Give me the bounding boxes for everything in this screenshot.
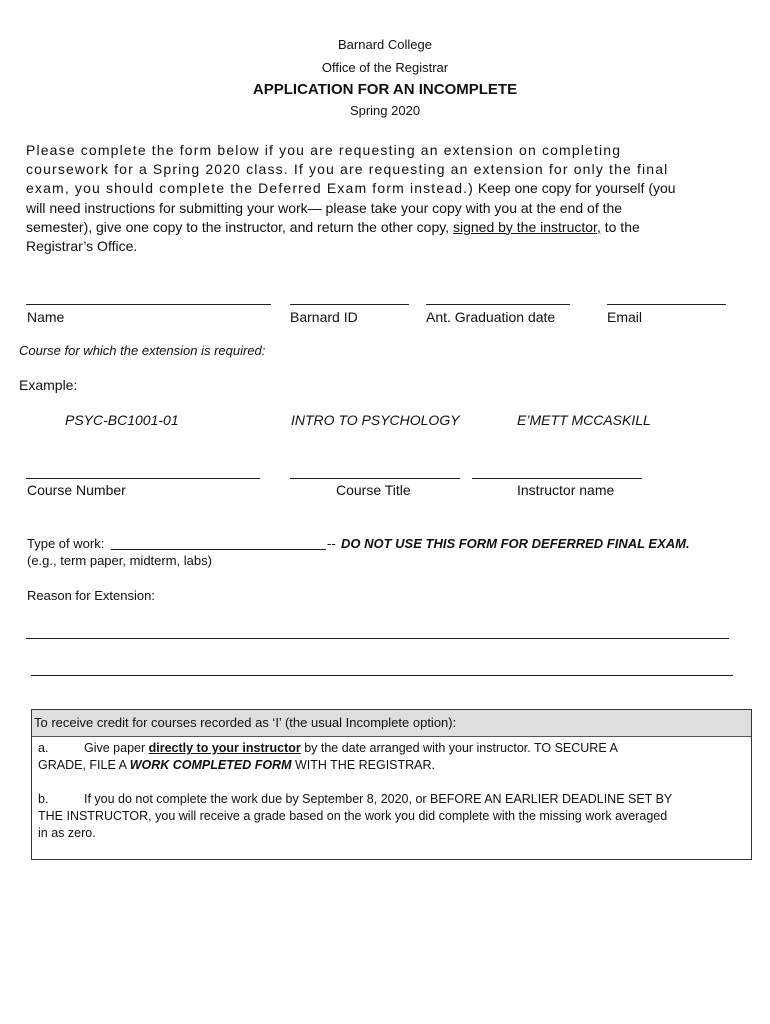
type-of-work-dashes: -- bbox=[327, 536, 336, 551]
name-field[interactable] bbox=[26, 304, 271, 305]
course-title-label: Course Title bbox=[336, 482, 411, 498]
instruction-a-marker: a. bbox=[38, 741, 49, 755]
intro-paragraph bbox=[26, 141, 726, 256]
type-of-work-hint: (e.g., term paper, midterm, labs) bbox=[27, 553, 212, 568]
intro-line: coursework for a Spring 2020 class. If you are requesting an extension for only the final bbox=[26, 161, 669, 178]
signed-by-instructor-emphasis: signed by the instructor, bbox=[452, 218, 601, 235]
type-of-work-field[interactable] bbox=[111, 549, 326, 550]
intro-text: exam, you should complete the Deferred Exam form instead.) bbox=[26, 180, 474, 197]
form-title: APPLICATION FOR AN INCOMPLETE bbox=[252, 81, 518, 98]
directly-to-instructor-emphasis: directly to your instructor bbox=[148, 741, 301, 755]
instructor-name-field[interactable] bbox=[472, 478, 642, 479]
example-label: Example: bbox=[19, 377, 78, 393]
email-field[interactable] bbox=[607, 304, 726, 305]
intro-line bbox=[26, 218, 726, 237]
example-course-title: INTRO TO PSYCHOLOGY bbox=[291, 412, 460, 428]
type-of-work-label: Type of work: bbox=[27, 536, 105, 551]
institution-name: Barnard College bbox=[338, 37, 432, 52]
graduation-date-field[interactable] bbox=[426, 304, 570, 305]
instruction-a-text: Give paper bbox=[84, 741, 149, 755]
intro-line: Registrar’s Office. bbox=[26, 238, 138, 255]
intro-line bbox=[26, 179, 726, 198]
instruction-a-line bbox=[38, 740, 741, 757]
work-completed-form-emphasis: WORK COMPLETED FORM bbox=[129, 758, 292, 772]
instruction-a bbox=[38, 740, 741, 774]
reason-label: Reason for Extension: bbox=[27, 588, 155, 603]
intro-text: semester), give one copy to the instructor, and return the other copy, bbox=[26, 218, 453, 235]
term-label: Spring 2020 bbox=[349, 103, 421, 118]
instruction-b-line: in as zero. bbox=[38, 826, 96, 840]
course-number-field[interactable] bbox=[26, 478, 260, 479]
credit-instructions-box bbox=[31, 709, 752, 860]
instruction-b-line bbox=[38, 791, 741, 808]
instruction-a-line bbox=[38, 757, 741, 774]
reason-line-1[interactable] bbox=[26, 638, 729, 639]
instruction-a-text: GRADE, FILE A bbox=[38, 758, 130, 772]
instruction-b bbox=[38, 791, 741, 842]
intro-line: will need instructions for submitting your work— please take your copy with you at the end of the bbox=[26, 199, 623, 216]
credit-box-header: To receive credit for courses recorded as ‘I’ (the usual Incomplete option): bbox=[32, 710, 751, 737]
intro-text: Keep one copy for yourself (you bbox=[474, 180, 676, 197]
name-label: Name bbox=[27, 309, 65, 325]
intro-line: Please complete the form below if you are requesting an extension on completing bbox=[26, 142, 622, 158]
graduation-date-label: Ant. Graduation date bbox=[426, 309, 556, 325]
barnard-id-field[interactable] bbox=[290, 304, 409, 305]
course-title-field[interactable] bbox=[290, 478, 460, 479]
reason-line-2[interactable] bbox=[31, 675, 733, 676]
course-prompt: Course for which the extension is required: bbox=[19, 343, 266, 358]
deferred-exam-warning: DO NOT USE THIS FORM FOR DEFERRED FINAL EXAM. bbox=[341, 536, 690, 551]
intro-text: to the bbox=[600, 218, 640, 235]
example-instructor: E’METT MCCASKILL bbox=[517, 412, 651, 428]
email-label: Email bbox=[607, 309, 643, 325]
instruction-b-text: If you do not complete the work due by September 8, 2020, or BEFORE AN EARLIER DEADLINE SET BY bbox=[84, 792, 673, 806]
barnard-id-label: Barnard ID bbox=[290, 309, 358, 325]
instructor-name-label: Instructor name bbox=[517, 482, 615, 498]
instruction-b-marker: b. bbox=[38, 792, 49, 806]
course-number-label: Course Number bbox=[27, 482, 126, 498]
office-name: Office of the Registrar bbox=[321, 60, 449, 75]
instruction-a-text: WITH THE REGISTRAR. bbox=[291, 758, 436, 772]
instruction-b-line: THE INSTRUCTOR, you will receive a grade based on the work you did complete with the missing work averaged bbox=[38, 809, 668, 823]
example-course-number: PSYC-BC1001-01 bbox=[65, 412, 179, 428]
instruction-a-text: by the date arranged with your instructor. TO SECURE A bbox=[300, 741, 618, 755]
